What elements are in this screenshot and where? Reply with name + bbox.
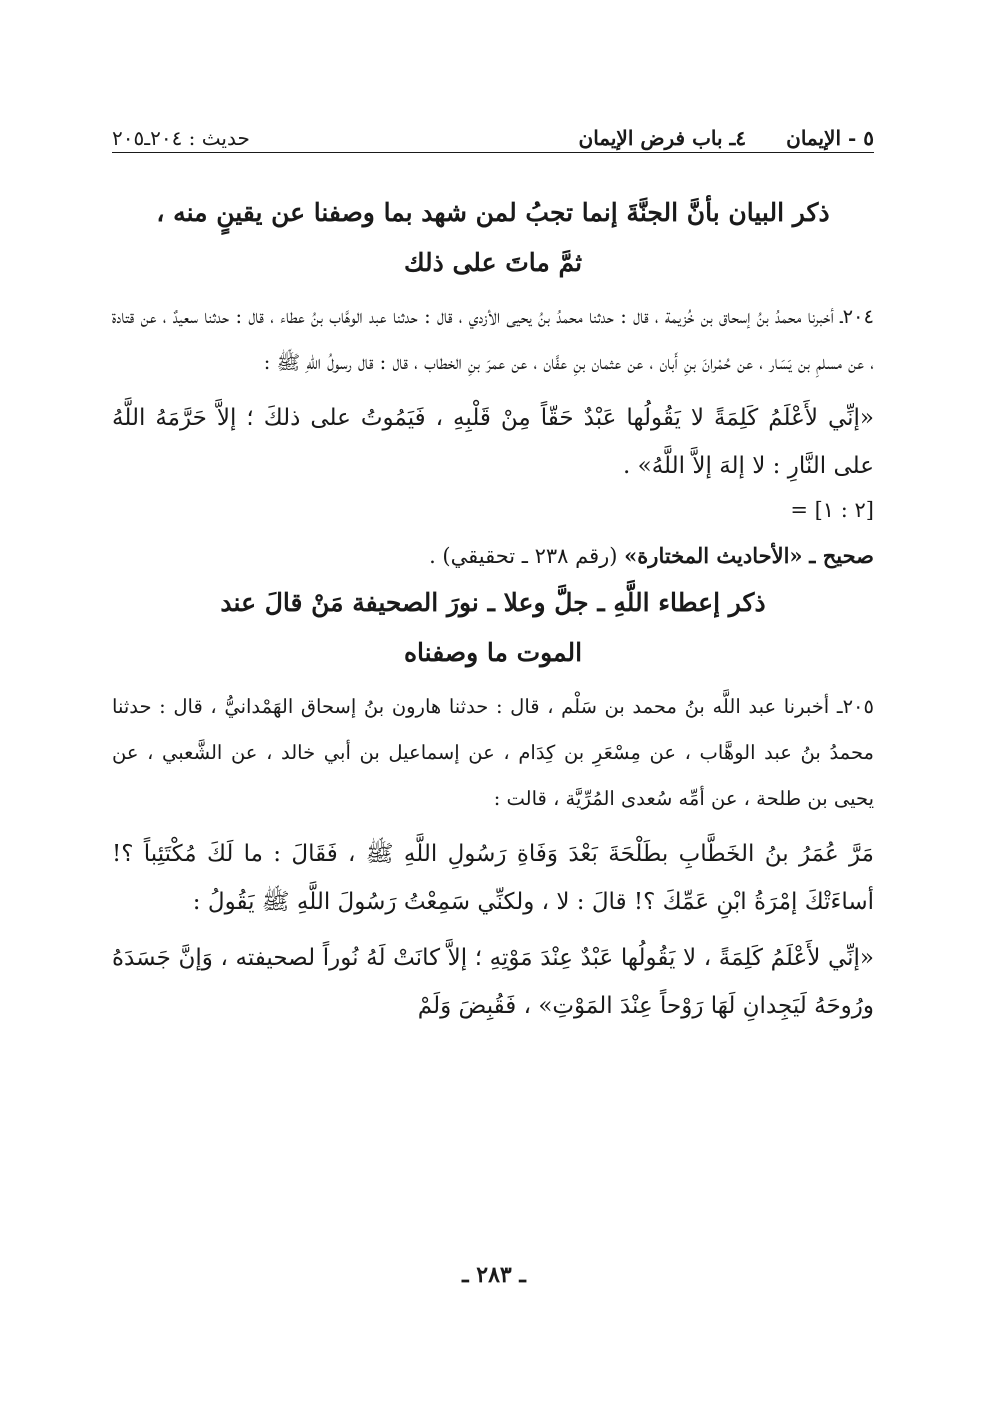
page-number: ـ ٢٨٣ ـ: [462, 1262, 526, 1288]
isnad-text: أخبرنا عبد اللَّه بنُ محمد بن سَلْم ، قال : حدثنا هارون بنُ إسحاق الهَمْدانيُّ ، قال : حدثنا محمدُ بنُ عبد الوهَّاب ، عن مِسْعَرِ بن كِدَام ، عن إسماعيل بن أبي خالد ، عن الشَّعبي ، عن يحيى بن طلحة ، عن أمِّه سُعدى المُرِّيَّة ، قالت :: [112, 695, 874, 810]
grade-source: «الأحاديث المختارة»: [624, 543, 803, 568]
grade-detail: (رقم ٢٣٨ ـ تحقيقي) .: [429, 544, 618, 568]
hadith-section-204: [112, 188, 874, 578]
chapter-title: ٥ - الإيمان: [786, 126, 874, 150]
hadith-section-205: [112, 578, 874, 1030]
running-header-right: [579, 126, 875, 150]
matn-quote: «إنِّي لأَعْلَمُ كَلِمَةً ، لا يَقُولُها عَبْدٌ عِنْدَ مَوْتِهِ ؛ إلاَّ كانَتْ لَهُ نُوراً لصحيفته ، وَإنَّ جَسَدَهُ ورُوحَهُ لَيَجِدانِ لَهَا رَوْحاً عِنْدَ المَوْتِ» ، فَقُبِضَ وَلَمْ: [112, 945, 874, 1019]
isnad-text: أخبرنا محمدُ بنُ إسحاق بن خُزيمة ، قال : حدثنا محمدُ بنُ يحيى الأزدي ، قال : حدثنا عبد الوهَّاب بنُ عطاء ، قال : حدثنا سعيدٌ ، عن قتادة ، عن مسلمِ بن يَسَار ، عن حُمْرانَ بنِ أَبان ، عن عثمان بنِ عفَّان ، عن عمرَ بنِ الخطاب ، قال : قال رسولُ اللهِ ﷺ :: [112, 305, 874, 374]
hadith-number: ٢٠٤ـ: [840, 305, 874, 328]
isnad-paragraph: [112, 294, 874, 386]
section-title-header: ٤ـ باب فرض الإيمان: [578, 126, 747, 150]
isnad-paragraph: [112, 684, 874, 822]
cross-reference: [٢ : ١] =: [790, 498, 874, 522]
section-heading-line-2: ثمَّ ماتَ على ذلك: [403, 248, 583, 277]
running-header: [112, 110, 874, 150]
grading-line: [112, 534, 874, 578]
page-body: [112, 188, 874, 1030]
section-heading-line-1: ذكر إعطاء اللَّهِ ـ جلَّ وعلا ـ نورَ الصحيفة مَنْ قالَ عند: [220, 588, 766, 617]
narrative-paragraph: مَرَّ عُمَرُ بنُ الخَطَّابِ بطَلْحَةَ بَعْدَ وَفَاةِ رَسُولِ اللَّهِ ﷺ ، فَقَالَ : ما لَكَ مُكْتَئِباً ؟! أساءَتْكَ إمْرَةُ ابْنِ عَمِّكَ ؟! قالَ : لا ، ولكنِّي سَمِعْتُ رَسُولَ اللَّهِ ﷺ يَقُولُ :: [112, 841, 874, 915]
hadith-range: حديث : ٢٠٤ـ٢٠٥: [112, 126, 250, 150]
grade-label: صحيح ـ: [809, 543, 874, 568]
matn-quote: «إنِّي لأَعْلَمُ كَلِمَةً لا يَقُولُها عَبْدٌ حَقّاً مِنْ قَلْبِهِ ، فَيَمُوتُ على ذلكَ ؛ إلاَّ حَرَّمَهُ اللَّهُ على النَّارِ : لا إلهَ إلاَّ اللَّهُ» .: [112, 405, 874, 479]
section-heading-line-2: الموت ما وصفناه: [403, 638, 583, 667]
header-divider: [112, 152, 874, 153]
section-heading-line-1: ذكر البيان بأنَّ الجنَّةَ إنما تجبُ لمن شهد بما وصفنا عن يقينٍ منه ،: [156, 198, 830, 227]
hadith-number: ٢٠٥ـ: [836, 695, 874, 718]
